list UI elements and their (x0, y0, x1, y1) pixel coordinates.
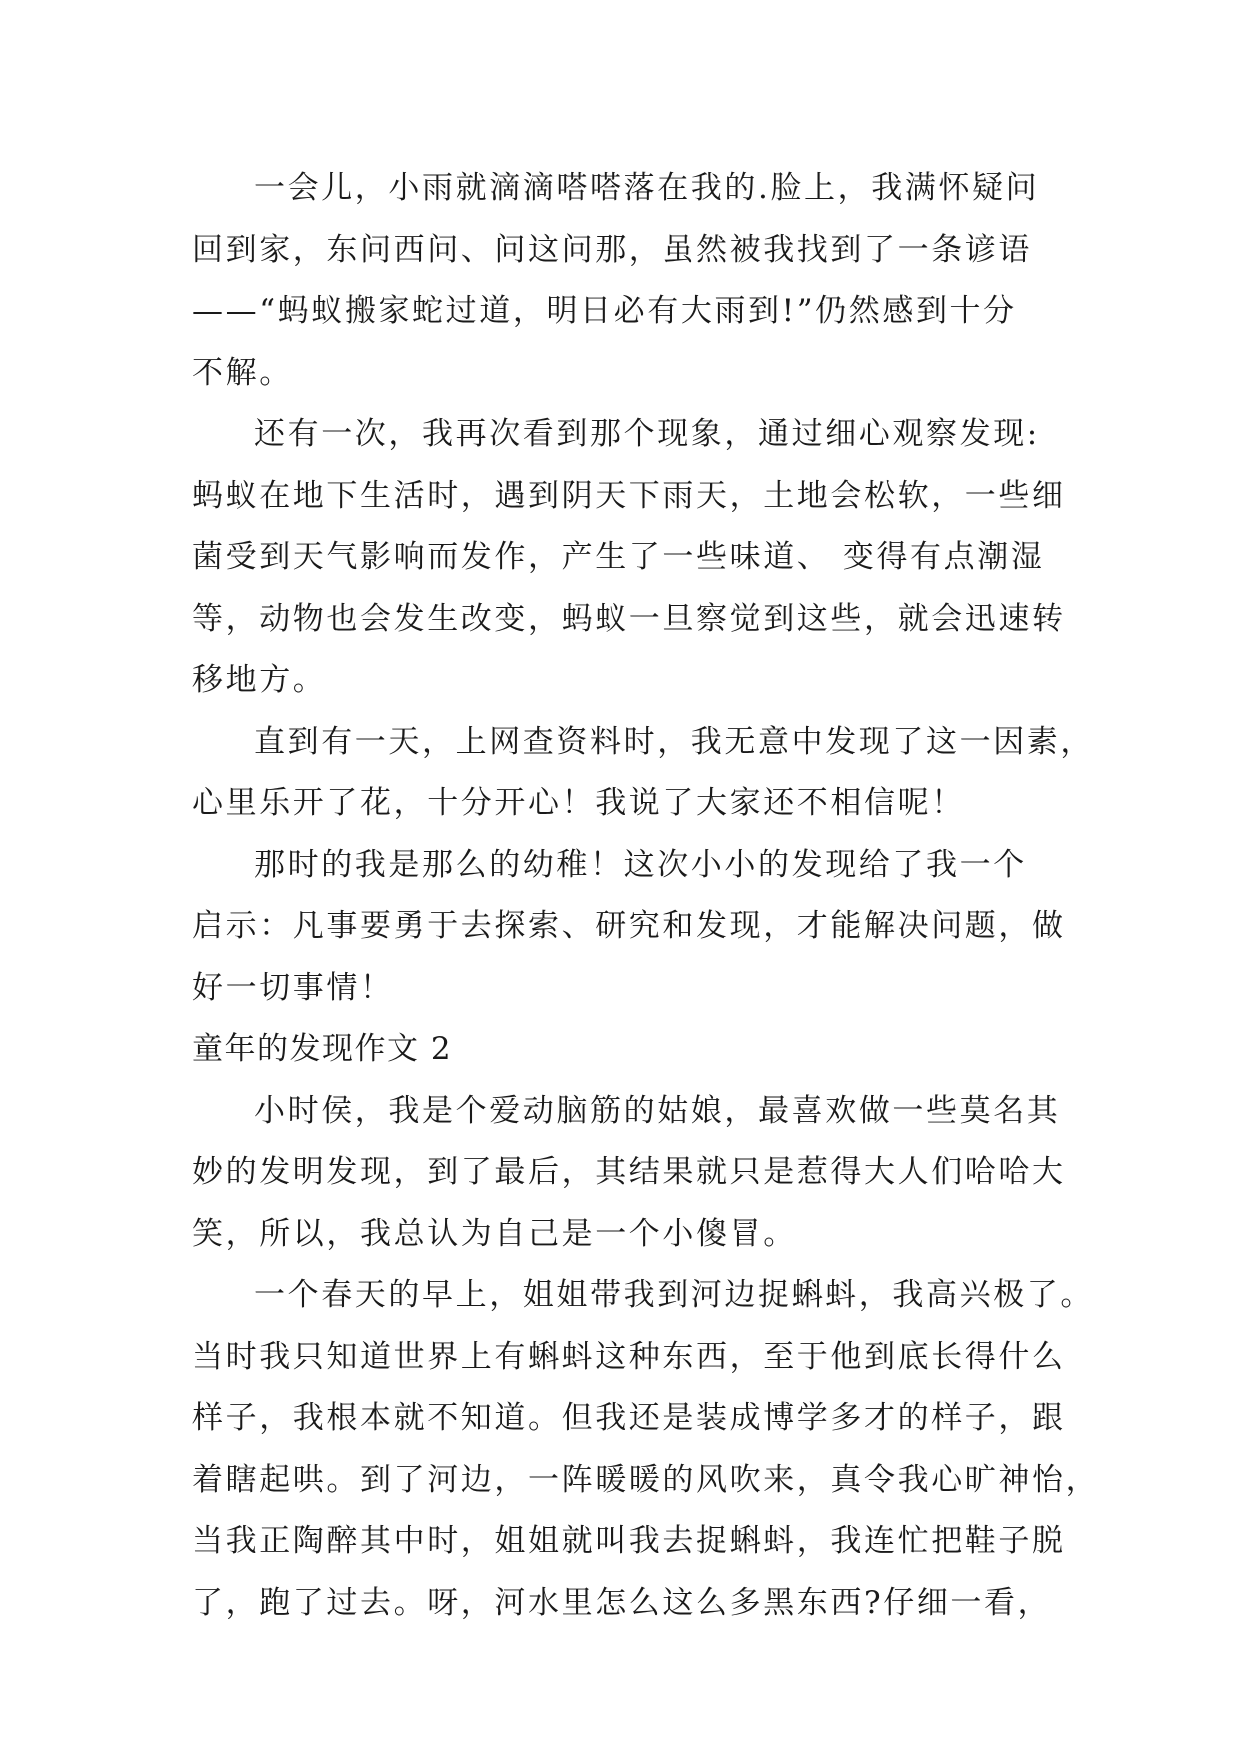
text-line: 菌受到天气影响而发作，产生了一些味道、 变得有点潮湿 (192, 539, 1045, 575)
text-line: 着瞎起哄。到了河边，一阵暖暖的风吹来，真令我心旷神怡， (192, 1461, 1100, 1498)
text-line: 妙的发明发现，到了最后，其结果就只是惹得大人们哈哈大 (192, 1154, 1066, 1190)
paragraph (192, 835, 1066, 1020)
text-line: 等，动物也会发生改变，蚂蚁一旦察觉到这些，就会迅速转 (192, 600, 1066, 637)
paragraph (192, 1265, 1100, 1634)
paragraph (192, 712, 1094, 835)
text-line: ——“蚂蚁搬家蛇过道，明日必有大雨到!”仍然感到十分 (192, 293, 1017, 329)
text-line: 样子，我根本就不知道。但我还是装成博学多才的样子，跟 (192, 1400, 1066, 1436)
text-line: 移地方。 (192, 662, 327, 698)
text-line: 一会儿，小雨就滴滴嗒嗒落在我的.脸上，我满怀疑问 (254, 170, 1040, 206)
text-line: 好一切事情！ (192, 969, 394, 1006)
paragraph (192, 1081, 1066, 1266)
document-body (192, 158, 1100, 1634)
text-line: 启示：凡事要勇于去探索、研究和发现，才能解决问题，做 (192, 908, 1066, 944)
text-line: 心里乐开了花，十分开心！我说了大家还不相信呢！ (192, 785, 965, 821)
text-line: 还有一次，我再次看到那个现象，通过细心观察发现: (254, 416, 1040, 452)
text-line: 蚂蚁在地下生活时，遇到阴天下雨天，土地会松软，一些细 (192, 477, 1066, 514)
paragraph (192, 404, 1066, 712)
text-line: 不解。 (192, 354, 293, 391)
text-line: 一个春天的早上，姐姐带我到河边捉蝌蚪，我高兴极了。 (254, 1277, 1094, 1313)
text-line: 笑，所以，我总认为自己是一个小傻冒。 (192, 1215, 797, 1252)
text-line: 直到有一天，上网查资料时，我无意中发现了这一因素， (254, 723, 1094, 760)
heading-text: 童年的发现作文 2 (192, 1031, 453, 1067)
text-line: 当时我只知道世界上有蝌蚪这种东西，至于他到底长得什么 (192, 1338, 1066, 1375)
text-line: 回到家，东问西问、问这问那，虽然被我找到了一条谚语 (192, 231, 1032, 268)
section-heading (192, 1019, 1062, 1081)
text-line: 当我正陶醉其中时，姐姐就叫我去捉蝌蚪，我连忙把鞋子脱 (192, 1523, 1066, 1559)
text-line: 那时的我是那么的幼稚！这次小小的发现给了我一个 (254, 846, 1027, 883)
paragraph (192, 158, 1062, 404)
text-line: 小时侯，我是个爱动脑筋的姑娘，最喜欢做一些莫名其 (254, 1092, 1061, 1129)
text-line: 了，跑了过去。呀，河水里怎么这么多黑东西?仔细一看， (192, 1584, 1052, 1621)
